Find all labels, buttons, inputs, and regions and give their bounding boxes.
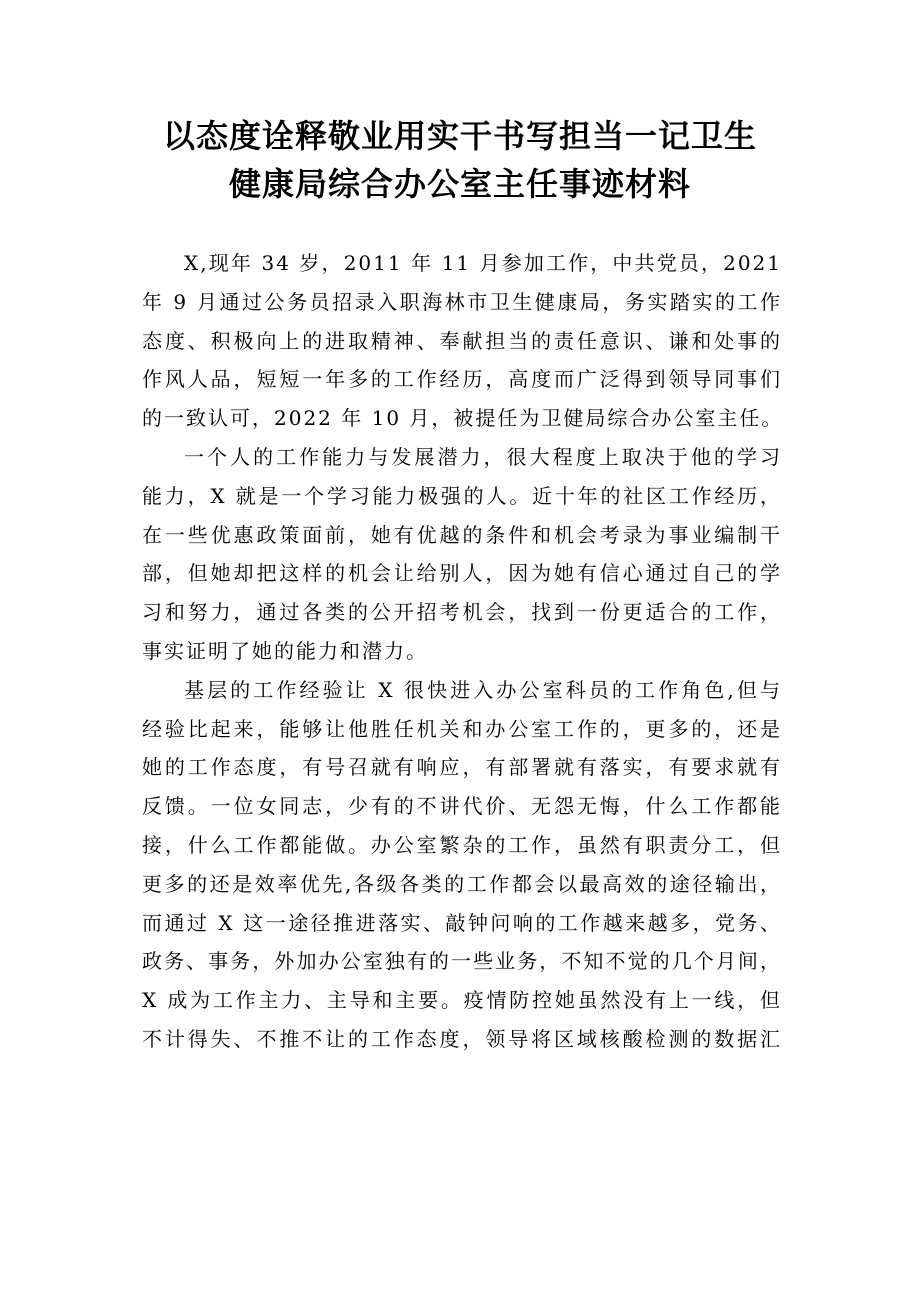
paragraph-1-line-5: 的一致认可，2022 年 10 月，被提任为卫健局综合办公室主任。 xyxy=(142,406,784,431)
paragraph-3-line-7: 而通过 X 这一途径推进落实、敲钟问响的工作越来越多，党务、 xyxy=(142,910,782,935)
title-line-2: 健康局综合办公室主任事迹材料 xyxy=(228,165,691,203)
paragraph-1-line-1: X,现年 34 岁，2011 年 11 月参加工作，中共党员，2021 xyxy=(184,251,782,275)
paragraph-3 xyxy=(142,671,782,1059)
document-body xyxy=(142,244,782,1059)
paragraph-2-line-2: 能力，X 就是一个学习能力极强的人。近十年的社区工作经历， xyxy=(142,483,782,508)
paragraph-1 xyxy=(142,244,782,438)
paragraph-3-line-8: 政务、事务，外加办公室独有的一些业务，不知不觉的几个月间， xyxy=(142,949,782,974)
paragraph-3-line-3: 她的工作态度，有号召就有响应，有部署就有落实，有要求就有 xyxy=(142,755,782,780)
paragraph-3-line-1: 基层的工作经验让 X 很快进入办公室科员的工作角色,但与 xyxy=(184,677,782,702)
paragraph-1-line-2: 年 9 月通过公务员招录入职海林市卫生健康局，务实踏实的工作 xyxy=(142,289,782,314)
paragraph-2-line-3: 在一些优惠政策面前，她有优越的条件和机会考录为事业编制干 xyxy=(142,522,782,547)
paragraph-3-line-2: 经验比起来，能够让他胜任机关和办公室工作的，更多的，还是 xyxy=(142,716,782,741)
paragraph-1-line-3: 态度、积极向上的进取精神、奉献担当的责任意识、谦和处事的 xyxy=(142,328,782,353)
paragraph-3-line-4: 反馈。一位女同志，少有的不讲代价、无怨无悔，什么工作都能 xyxy=(142,794,782,819)
paragraph-2-line-6: 事实证明了她的能力和潜力。 xyxy=(142,638,428,663)
paragraph-1-line-4: 作风人品，短短一年多的工作经历，高度而广泛得到领导同事们 xyxy=(142,367,782,392)
paragraph-2 xyxy=(142,438,782,671)
paragraph-2-line-4: 部，但她却把这样的机会让给别人，因为她有信心通过自己的学 xyxy=(142,561,782,586)
paragraph-3-line-5: 接，什么工作都能做。办公室繁杂的工作，虽然有职责分工，但 xyxy=(142,832,782,857)
paragraph-3-line-9: X 成为工作主力、主导和主要。疫情防控她虽然没有上一线，但 xyxy=(142,988,782,1013)
paragraph-2-line-1: 一个人的工作能力与发展潜力，很大程度上取决于他的学习 xyxy=(184,444,782,469)
paragraph-3-line-10: 不计得失、不推不让的工作态度，领导将区域核酸检测的数据汇 xyxy=(142,1026,782,1051)
paragraph-3-line-6: 更多的还是效率优先,各级各类的工作都会以最高效的途径输出， xyxy=(142,871,782,896)
document-title xyxy=(100,112,820,208)
title-line-1: 以态度诠释敬业用实干书写担当一记卫生 xyxy=(162,117,757,155)
paragraph-2-line-5: 习和努力，通过各类的公开招考机会，找到一份更适合的工作， xyxy=(142,600,782,625)
